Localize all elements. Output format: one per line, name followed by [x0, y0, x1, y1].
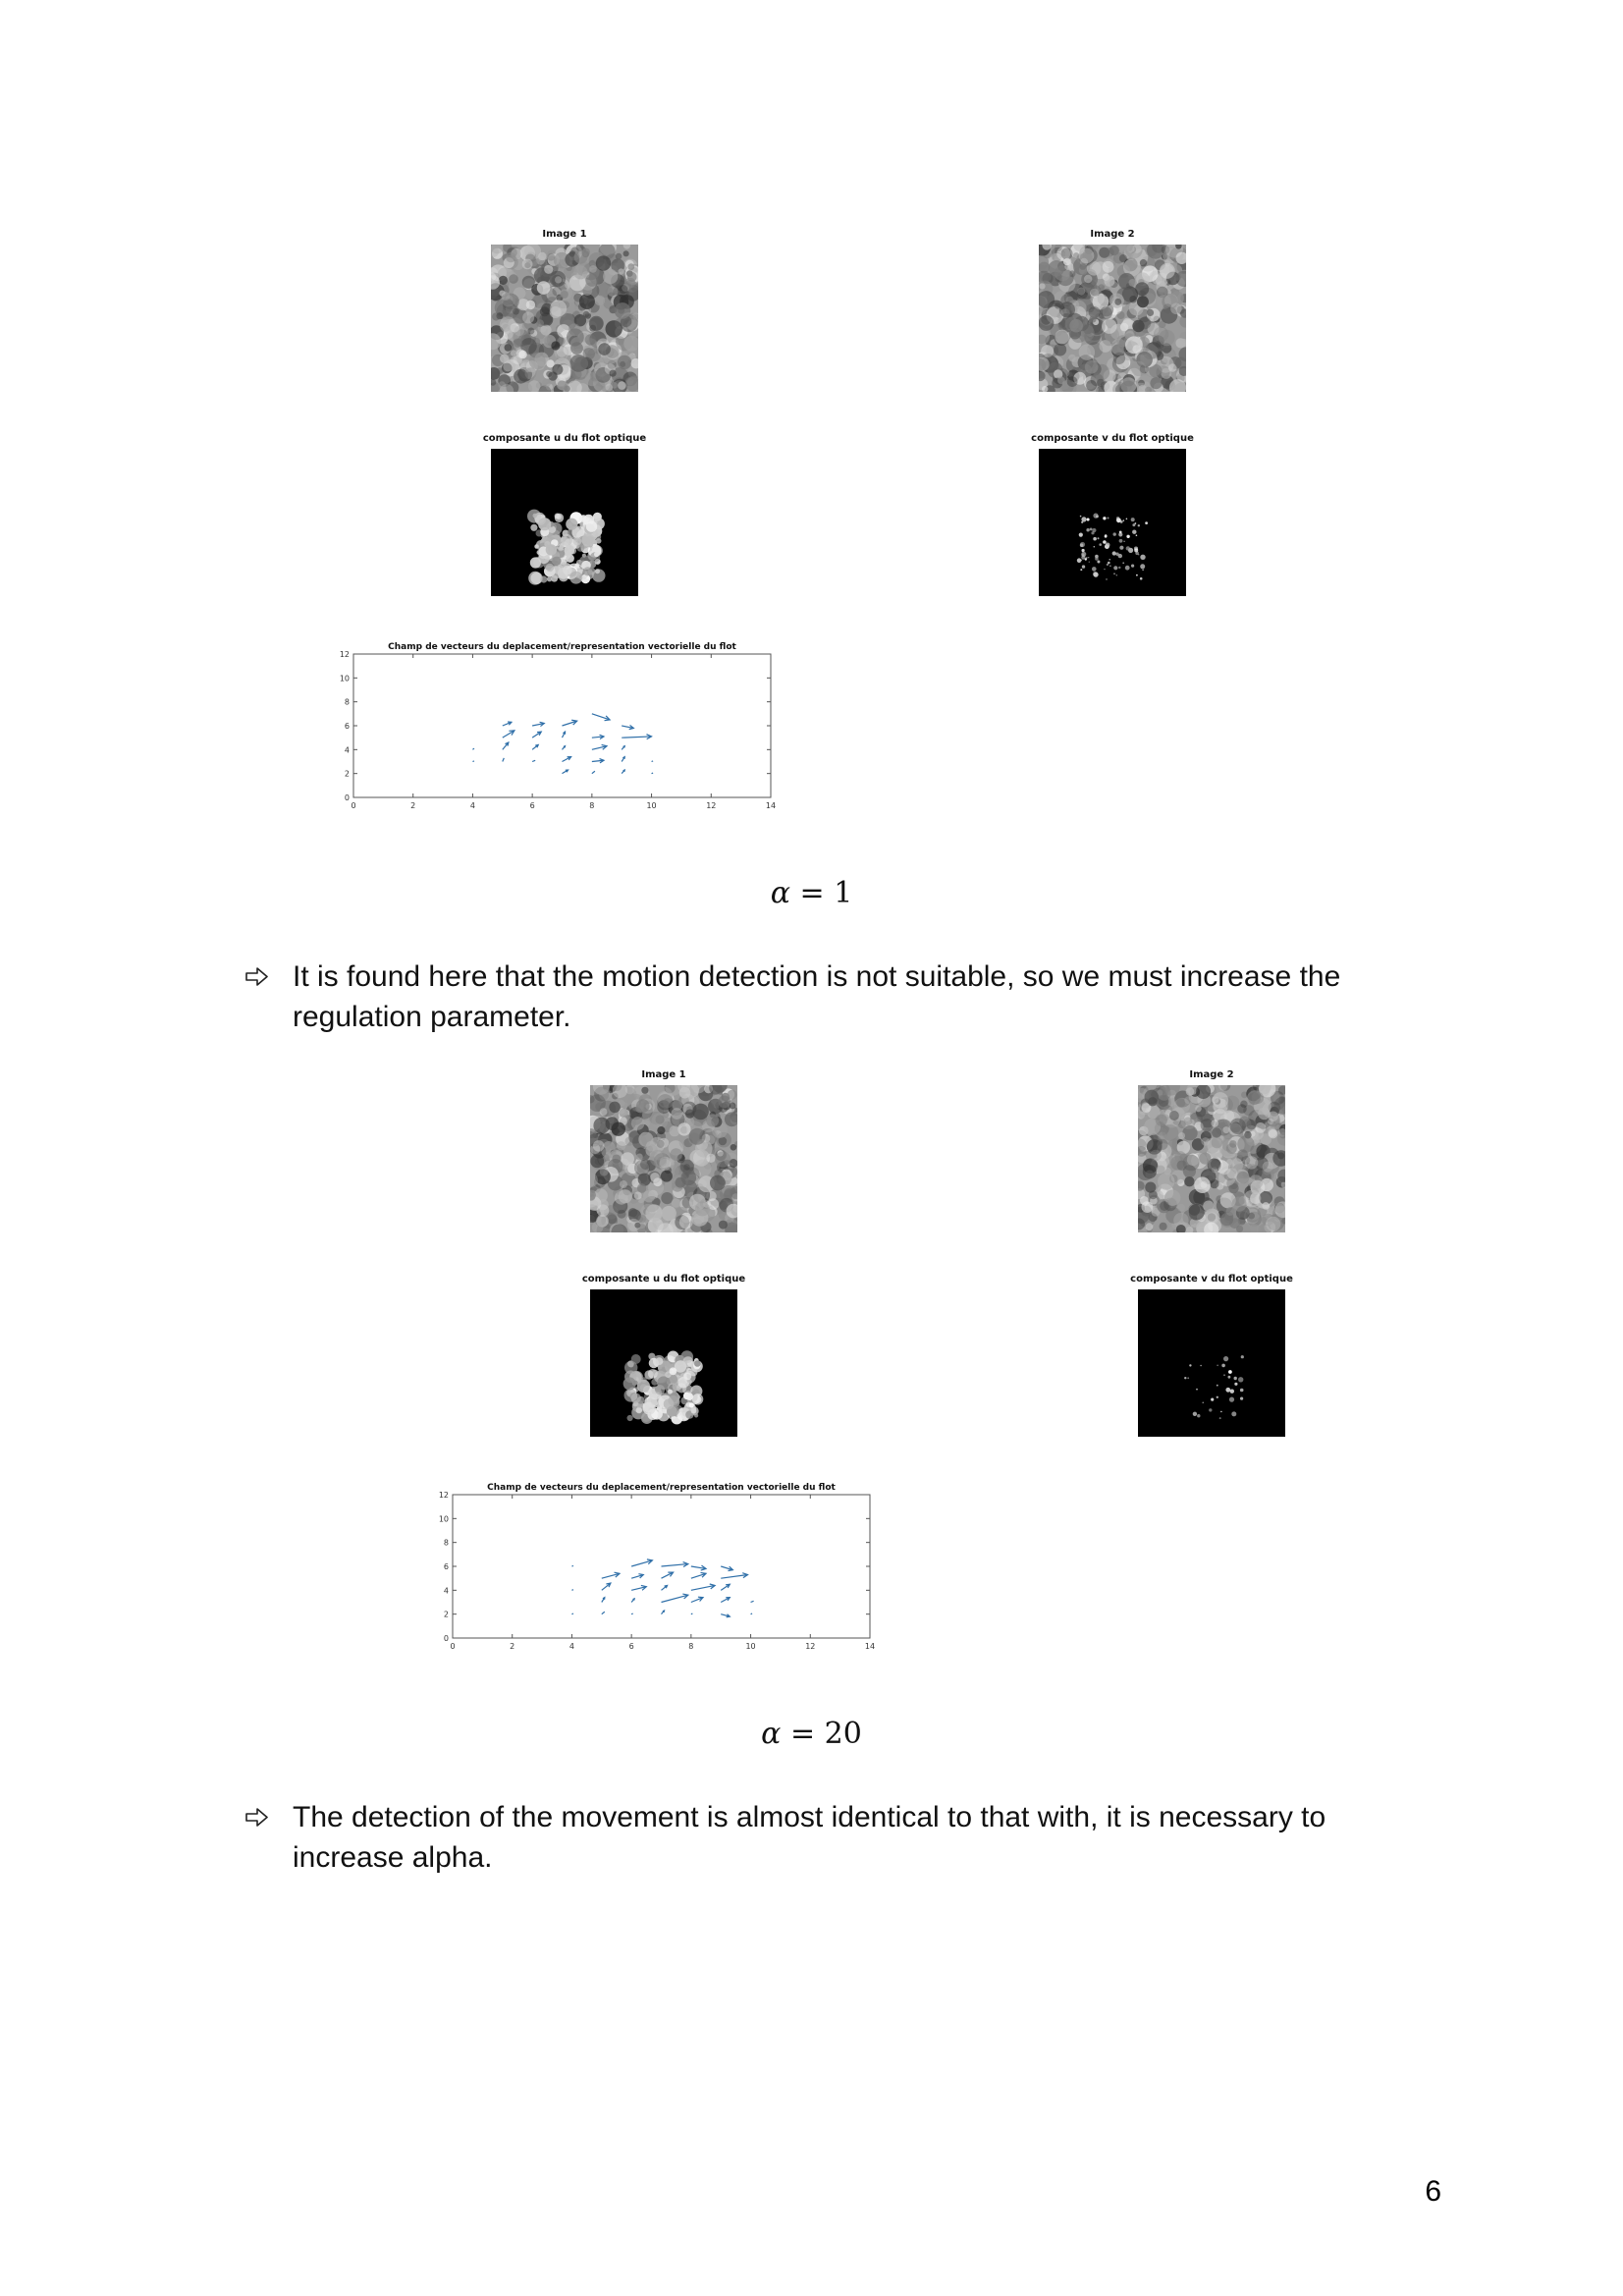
u-component-image	[590, 1289, 737, 1437]
alpha-caption	[0, 876, 1623, 910]
x-tick-label: 12	[706, 801, 717, 810]
hollow-arrow-icon	[243, 957, 273, 997]
x-tick-label: 2	[510, 1642, 515, 1651]
y-tick-label: 6	[344, 722, 350, 731]
x-tick-label: 0	[450, 1642, 456, 1651]
x-tick-label: 0	[351, 801, 356, 810]
image-1	[590, 1085, 737, 1232]
page-number: 6	[1425, 2175, 1441, 2208]
x-tick-label: 8	[688, 1642, 694, 1651]
y-tick-label: 12	[438, 1491, 449, 1500]
image-1-title: Image 1	[542, 229, 587, 240]
y-tick-label: 12	[339, 650, 350, 659]
alpha-equals: =	[789, 1717, 816, 1751]
x-tick-label: 10	[745, 1642, 756, 1651]
flow-vector	[691, 1613, 693, 1614]
x-tick-label: 10	[646, 801, 657, 810]
texture-svg	[1138, 1085, 1285, 1232]
v-component-image	[1138, 1289, 1285, 1437]
chart-title: Champ de vecteurs du deplacement/representation vectorielle du flot	[388, 642, 736, 652]
x-tick-label: 12	[805, 1642, 816, 1651]
flow-vector	[751, 1613, 753, 1614]
flow-vector	[652, 761, 654, 762]
flow-vector	[631, 1613, 633, 1614]
y-tick-label: 10	[438, 1514, 449, 1524]
x-tick-label: 14	[765, 801, 777, 810]
image-2-title: Image 2	[1090, 229, 1135, 240]
x-tick-label: 14	[864, 1642, 876, 1651]
flow-vector	[571, 1590, 573, 1591]
quiver-svg	[433, 1475, 885, 1662]
x-tick-label: 8	[589, 801, 595, 810]
alpha-equals: =	[799, 876, 825, 910]
vector-field-chart	[334, 634, 785, 821]
hollow-arrow-icon	[243, 1797, 273, 1837]
y-tick-label: 4	[443, 1586, 449, 1596]
y-tick-label: 4	[344, 745, 350, 755]
flow-component-svg	[1039, 449, 1186, 596]
flow-vector	[571, 1613, 573, 1614]
alpha-symbol: α	[770, 876, 790, 910]
y-tick-label: 8	[344, 697, 350, 707]
y-tick-label: 0	[443, 1634, 449, 1643]
v-component-image	[1039, 449, 1186, 596]
y-tick-label: 0	[344, 793, 350, 802]
x-tick-label: 4	[568, 1642, 574, 1651]
quiver-svg	[334, 634, 785, 821]
paragraph-text: It is found here that the motion detection is not suitable, so we must increase the regulation parameter.	[293, 960, 1341, 1033]
y-tick-label: 2	[443, 1610, 449, 1619]
x-tick-label: 6	[628, 1642, 634, 1651]
u-component-image	[491, 449, 638, 596]
y-tick-label: 2	[344, 769, 350, 779]
chart-title: Champ de vecteurs du deplacement/representation vectorielle du flot	[487, 1483, 836, 1493]
x-tick-label: 6	[529, 801, 535, 810]
flow-vector	[571, 1565, 573, 1566]
u-component-title: composante u du flot optique	[581, 1274, 746, 1285]
flow-component-svg	[1138, 1289, 1285, 1437]
flow-vector	[472, 761, 474, 762]
flow-component-svg	[491, 449, 638, 596]
image-2-title: Image 2	[1189, 1069, 1234, 1080]
image-1	[491, 245, 638, 392]
y-tick-label: 6	[443, 1562, 449, 1571]
x-tick-label: 4	[469, 801, 475, 810]
alpha-symbol: α	[761, 1717, 782, 1751]
y-tick-label: 8	[443, 1538, 449, 1548]
image-2	[1138, 1085, 1285, 1232]
flow-component-svg	[590, 1289, 737, 1437]
texture-svg	[1039, 245, 1186, 392]
texture-svg	[491, 245, 638, 392]
alpha-value: 1	[834, 876, 853, 910]
alpha-value: 20	[824, 1717, 862, 1751]
vector-field-chart	[433, 1475, 885, 1662]
image-1-title: Image 1	[641, 1069, 686, 1080]
paragraph-text: The detection of the movement is almost identical to that with, it is necessary to increase alpha.	[293, 1801, 1326, 1874]
y-tick-label: 10	[339, 674, 350, 683]
v-component-title: composante v du flot optique	[1031, 433, 1194, 444]
texture-svg	[590, 1085, 737, 1232]
u-component-title: composante u du flot optique	[482, 433, 647, 444]
flow-vector	[652, 773, 654, 774]
image-2	[1039, 245, 1186, 392]
v-component-title: composante v du flot optique	[1130, 1274, 1293, 1285]
alpha-caption	[0, 1717, 1623, 1751]
x-tick-label: 2	[410, 801, 416, 810]
